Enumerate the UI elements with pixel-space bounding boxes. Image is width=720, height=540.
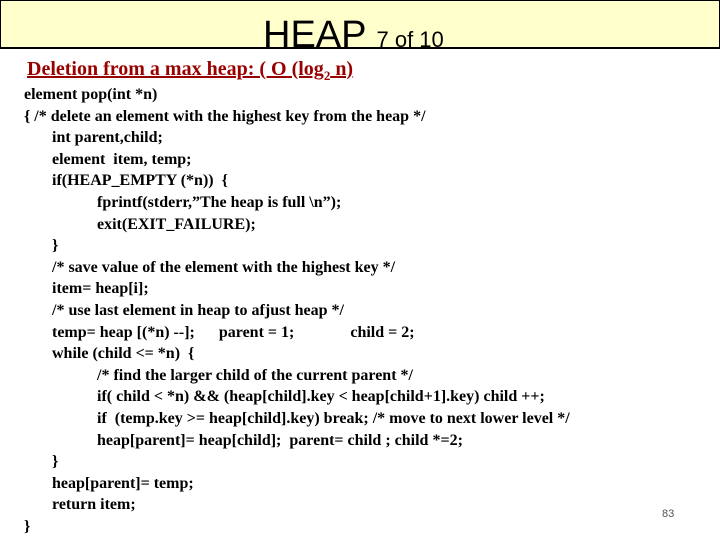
code-line: } (52, 453, 59, 471)
code-line: temp= heap [(*n) --]; parent = 1; child = 2; (52, 323, 415, 341)
slide-title (263, 15, 444, 60)
code-line: heap[parent]= heap[child]; parent= child ; child *=2; (97, 431, 463, 449)
code-line: if(HEAP_EMPTY (*n)) { (52, 172, 228, 190)
code-line: if( child < *n) && (heap[child].key < heap[child+1].key) child ++; (97, 388, 545, 406)
title-bar (0, 0, 720, 56)
code-line: heap[parent]= temp; (52, 474, 194, 492)
code-line: while (child <= *n) { (52, 345, 195, 363)
code-line: item= heap[i]; (52, 280, 149, 298)
code-line: } (24, 517, 31, 535)
subtitle-text-end: n) (330, 58, 354, 80)
page-indicator: 7 of 10 (376, 27, 444, 52)
code-line: return item; (52, 496, 136, 514)
code-line: fprintf(stderr,”The heap is full \n”); (97, 193, 342, 211)
code-line: /* find the larger child of the current parent */ (97, 366, 413, 384)
title-text: HEAP (263, 14, 367, 56)
slide-number: 83 (662, 508, 675, 520)
code-line: exit(EXIT_FAILURE); (97, 215, 256, 233)
code-line: element pop(int *n) (24, 86, 158, 103)
subtitle-subscript: 2 (323, 68, 331, 83)
code-line: /* save value of the element with the highest key */ (52, 258, 396, 276)
code-line: int parent,child; (52, 129, 163, 147)
code-line: /* use last element in heap to afjust heap */ (52, 301, 344, 319)
code-block (24, 84, 570, 537)
subtitle (27, 58, 353, 84)
code-line: element item, temp; (52, 150, 192, 168)
code-line: if (temp.key >= heap[child].key) break; /* move to next lower level */ (97, 409, 570, 427)
code-line: } (52, 237, 59, 255)
subtitle-text: Deletion from a max heap: ( O (log (27, 58, 324, 80)
code-line: { /* delete an element with the highest key from the heap */ (24, 107, 426, 125)
